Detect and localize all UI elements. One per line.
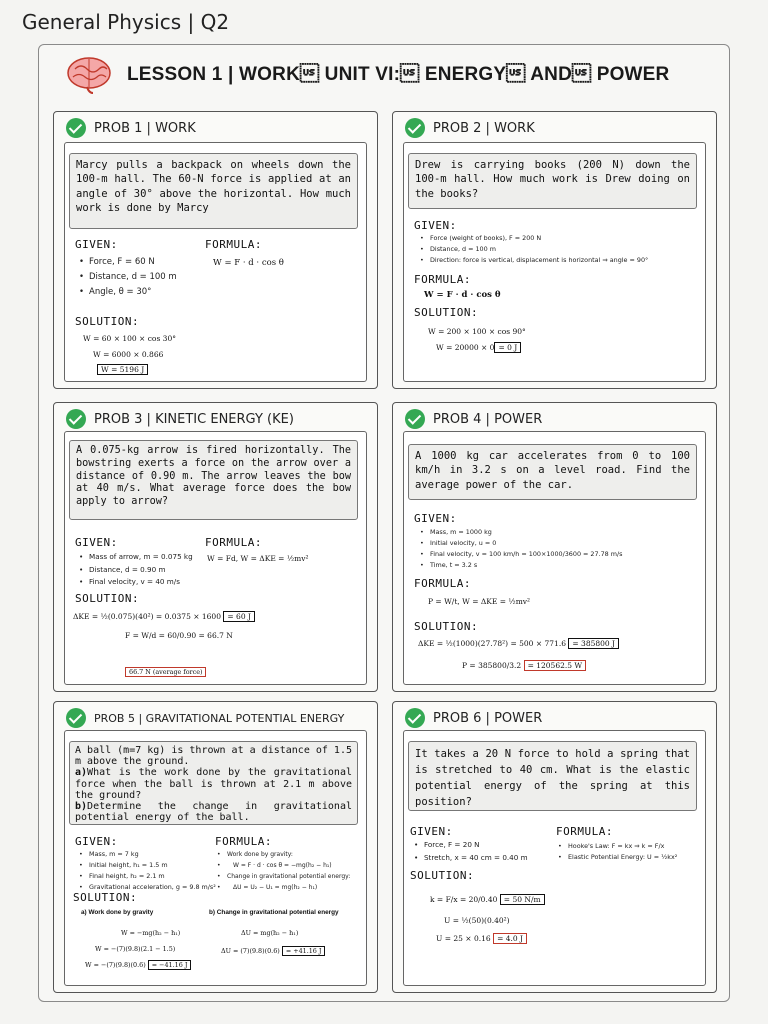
given-list [418,527,622,571]
problem-question: A 1000 kg car accelerates from 0 to 100 km/h in 3.2 s on a level road. Find the average power of the car. [408,444,697,500]
given-item: • Initial height, h₁ = 1.5 m [77,860,216,871]
problem-question: Drew is carrying books (200 N) down the 100-m hall. How much work is Drew doing on the books? [408,153,697,209]
given-label: GIVEN: [75,835,118,848]
given-item: • Gravitational acceleration, g = 9.8 m/s² [77,882,216,893]
question-b: Determine the change in gravitational potential energy of the ball. [75,801,352,824]
solution-answer [97,365,148,374]
solution-text: P = 385800/3.2 [462,661,522,670]
lesson-title: LESSON 1 | WORK UNIT VI: ENERGY AND POWER [127,64,670,85]
solution-part-b-label: b) Change in gravitational potential energy [209,909,339,916]
formula-label: FORMULA: [414,273,471,286]
answer-box: = 50 N/m [500,894,545,905]
given-item: • Force, F = 60 N [77,255,177,270]
formula: P = W/t, W = ΔKE = ½mv² [428,597,531,606]
given-label: GIVEN: [410,825,453,838]
answer-box: = 120562.5 W [524,660,587,671]
given-item: • Force, F = 20 N [412,839,528,852]
answer-box: = +41.16 J [282,946,326,956]
formula-item: • Change in gravitational potential energy: [215,871,350,882]
solution-step: ΔU = mg(h₂ − h₁) [241,929,299,937]
problem-title: PROB 4 | POWER [433,411,543,427]
given-label: GIVEN: [75,238,118,251]
given-item: • Angle, θ = 30° [77,285,177,300]
answer-box: = 0 J [494,342,521,353]
solution-text: ΔU = (7)(9.8)(0.6) [221,947,280,955]
formula-item: • Hooke's Law: F = kx ⇒ k = F/x [556,841,677,852]
solution-text: ΔKE = ½(0.075)(40²) = 0.0375 × 1600 [73,612,221,621]
formula-label: FORMULA: [205,238,262,251]
answer-box: 66.7 N (average force) [125,667,206,677]
formula-list [556,841,677,863]
problem-title: PROB 5 | GRAVITATIONAL POTENTIAL ENERGY [94,711,345,725]
formula-label: FORMULA: [205,536,262,549]
problem-question: A 0.075-kg arrow is fired horizontally. The bowstring exerts a force on the arrow over a distance of 0.90 m. The arrow leaves the bow at 40 m/s. What average force does the bow apply to arrow? [69,440,358,520]
formula: W = F · d · cos θ [213,258,284,268]
problem-card-3 [53,402,378,692]
question-a-tag: a) [75,767,88,779]
solution-step: F = W/d = 60/0.90 = 66.7 N [125,631,233,640]
lesson-header [65,55,669,95]
given-item: • Time, t = 3.2 s [418,560,622,571]
answer-box: W = 5196 J [97,364,148,375]
answer-box: = 385800 J [568,638,619,649]
solution-step: W = 200 × 100 × cos 90° [428,327,526,336]
given-item: • Mass of arrow, m = 0.075 kg [77,551,193,564]
check-circle-icon [405,118,425,138]
solution-label: SOLUTION: [75,592,140,605]
given-item: • Stretch, x = 40 cm = 0.40 m [412,852,528,865]
formula-item: • ΔU = U₂ − U₁ = mg(h₂ − h₁) [215,882,350,893]
given-item: • Final height, h₂ = 2.1 m [77,871,216,882]
formula-list [215,849,350,893]
question-a: What is the work done by the gravitational force when the ball is thrown at 2.1 m above the ground? [75,767,352,801]
problem-card-6 [392,701,717,993]
given-label: GIVEN: [414,219,457,232]
problem-card-2 [392,111,717,389]
check-circle-icon [405,708,425,728]
given-item: • Distance, d = 100 m [77,270,177,285]
problem-card-1 [53,111,378,389]
problem-card-4 [392,402,717,692]
problem-question: Marcy pulls a backpack on wheels down the 100-m hall. The 60-N force is applied at an angle of 30° above the horizontal. How much work is done by Marcy [69,153,358,229]
problem-body [403,431,706,685]
solution-step [85,961,191,969]
given-list [77,849,216,893]
problem-body [64,142,367,382]
solution-step [73,612,255,621]
given-item: • Distance, d = 0.90 m [77,564,193,577]
solution-label: SOLUTION: [73,891,138,904]
given-item: • Final velocity, v = 40 m/s [77,576,193,589]
solution-part-a-label: a) Work done by gravity [81,909,154,916]
formula-item: • W = F · d · cos θ = −mg(h₂ − h₁) [215,860,350,871]
given-label: GIVEN: [75,536,118,549]
answer-box: = 4.0 J [493,933,527,944]
question-b-tag: b) [75,801,88,813]
formula: W = Fd, W = ΔKE = ½mv² [207,554,309,563]
formula-label: FORMULA: [556,825,613,838]
solution-text: W = 20000 × 0 [436,343,495,352]
given-item: • Mass, m = 7 kg [77,849,216,860]
solution-step: W = 60 × 100 × cos 30° [83,334,176,343]
formula: W = F · d · cos θ [424,290,501,300]
formula-item: • Work done by gravity: [215,849,350,860]
formula-item: • Elastic Potential Energy: U = ½kx² [556,852,677,863]
solution-step: W = −(7)(9.8)(2.1 − 1.5) [95,945,176,953]
given-list [412,839,528,864]
answer-box: = −41.16 J [148,960,192,970]
problem-title: PROB 3 | KINETIC ENERGY (KE) [94,411,294,427]
solution-step: W = 6000 × 0.866 [93,350,164,359]
solution-step [221,947,325,955]
brain-icon [65,55,113,95]
problem-body [64,730,367,986]
solution-text: W = −(7)(9.8)(0.6) [85,961,146,969]
given-item: • Direction: force is vertical, displacement is horizontal ⇒ angle = 90° [418,255,648,266]
problem-title: PROB 6 | POWER [433,710,543,726]
solution-label: SOLUTION: [75,315,140,328]
given-list [418,233,648,266]
problem-question: It takes a 20 N force to hold a spring that is stretched to 40 cm. What is the elastic potential energy of the spring at this position? [408,741,697,811]
formula-label: FORMULA: [414,577,471,590]
given-list [77,255,177,300]
given-item: • Final velocity, v = 100 km/h = 100×1000/3600 = 27.78 m/s [418,549,622,560]
answer-box: = 60 J [223,611,255,622]
solution-text: k = F/x = 20/0.40 [430,895,498,904]
solution-step [462,661,586,670]
check-circle-icon [66,118,86,138]
solution-label: SOLUTION: [414,306,479,319]
problem-card-5 [53,701,378,993]
given-item: • Initial velocity, u = 0 [418,538,622,549]
problem-body [403,730,706,986]
problem-title: PROB 2 | WORK [433,120,535,136]
solution-step [436,343,521,352]
solution-step [430,895,545,904]
given-label: GIVEN: [414,512,457,525]
problem-question [69,741,358,825]
solution-label: SOLUTION: [414,620,479,633]
given-item: • Distance, d = 100 m [418,244,648,255]
solution-step [436,934,527,943]
solution-answer [125,668,206,676]
solution-step [418,639,619,648]
solution-step: U = ½(50)(0.40²) [444,916,510,925]
given-item: • Mass, m = 1000 kg [418,527,622,538]
solution-text: ΔKE = ½(1000)(27.78²) = 500 × 771.6 [418,639,566,648]
problem-title: PROB 1 | WORK [94,120,196,136]
page-title: General Physics | Q2 [22,10,230,34]
question-intro: A ball (m=7 kg) is thrown at a distance of 1.5 m above the ground. [75,745,352,768]
given-item: • Force (weight of books), F = 200 N [418,233,648,244]
solution-text: U = 25 × 0.16 [436,934,491,943]
lesson-sheet [38,44,730,1002]
check-circle-icon [405,409,425,429]
problem-body [403,142,706,382]
check-circle-icon [66,708,86,728]
given-list [77,551,193,589]
formula-label: FORMULA: [215,835,272,848]
solution-step: W = −mg(h₂ − h₁) [121,929,181,937]
check-circle-icon [66,409,86,429]
solution-label: SOLUTION: [410,869,475,882]
problem-body [64,431,367,685]
